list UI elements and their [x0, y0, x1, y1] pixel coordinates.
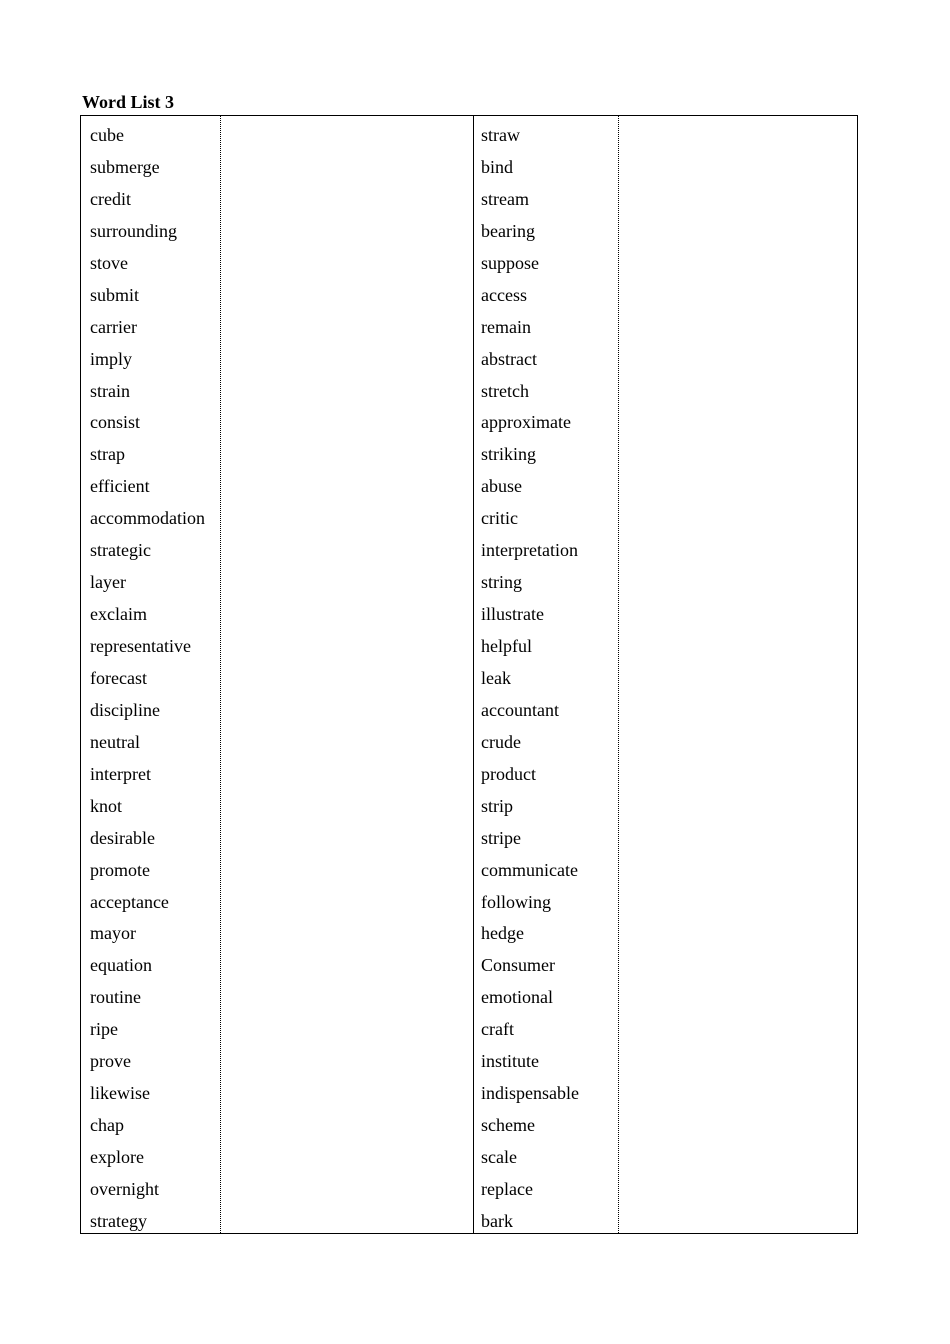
word-item: acceptance — [90, 891, 169, 912]
word-item: strap — [90, 444, 125, 465]
word-item: suppose — [481, 252, 539, 273]
word-item: equation — [90, 955, 152, 976]
word-item: scheme — [481, 1115, 535, 1136]
right-word-column — [481, 120, 579, 1238]
word-item: strategic — [90, 540, 151, 561]
word-item: craft — [481, 1019, 514, 1040]
word-item: string — [481, 572, 523, 593]
word-item: mayor — [90, 923, 136, 944]
word-item: consist — [90, 412, 141, 433]
word-item: communicate — [481, 859, 578, 880]
word-item: bind — [481, 156, 514, 177]
word-item: accommodation — [90, 508, 205, 529]
word-item: ripe — [90, 1019, 118, 1040]
word-item: emotional — [481, 987, 553, 1008]
word-item: strip — [481, 795, 514, 816]
word-item: neutral — [90, 731, 140, 752]
word-table — [80, 115, 858, 1234]
word-item: bark — [481, 1210, 513, 1231]
word-item: likewise — [90, 1083, 150, 1104]
word-item: interpretation — [481, 540, 578, 561]
dotted-divider-right — [618, 116, 619, 1233]
page-title: Word List 3 — [82, 92, 175, 112]
word-item: following — [481, 891, 551, 912]
word-item: stove — [90, 252, 128, 273]
word-item: credit — [90, 188, 131, 209]
word-item: imply — [90, 348, 133, 369]
word-item: routine — [90, 987, 141, 1008]
word-item: representative — [90, 636, 191, 656]
left-word-column — [90, 120, 205, 1238]
word-item: crude — [481, 731, 521, 752]
word-item: surrounding — [90, 220, 177, 241]
word-item: submit — [90, 284, 140, 305]
word-item: interpret — [90, 763, 151, 784]
word-item: abstract — [481, 348, 537, 369]
word-item: strain — [90, 380, 130, 401]
word-item: stripe — [481, 827, 521, 848]
word-item: accountant — [481, 699, 559, 720]
word-item: promote — [90, 859, 150, 880]
word-item: helpful — [481, 636, 532, 656]
word-item: approximate — [481, 412, 571, 433]
word-item: bearing — [481, 220, 535, 241]
word-item: strategy — [90, 1210, 147, 1231]
word-item: stream — [481, 188, 529, 209]
word-item: replace — [481, 1178, 533, 1199]
word-item: access — [481, 284, 527, 305]
word-item: straw — [481, 125, 520, 145]
word-item: hedge — [481, 923, 524, 944]
dotted-divider-left — [220, 116, 221, 1233]
word-item: desirable — [90, 827, 155, 848]
word-item: knot — [90, 795, 123, 816]
word-item: abuse — [481, 476, 522, 497]
word-item: remain — [481, 316, 531, 337]
word-item: forecast — [90, 667, 147, 688]
word-item: leak — [481, 667, 511, 688]
word-item: efficient — [90, 476, 150, 497]
word-item: critic — [481, 508, 518, 529]
word-item: exclaim — [90, 604, 147, 625]
word-item: Consumer — [481, 955, 555, 976]
word-item: carrier — [90, 316, 137, 337]
word-item: layer — [90, 572, 126, 593]
word-item: cube — [90, 125, 124, 145]
word-item: product — [481, 763, 536, 784]
word-item: overnight — [90, 1178, 159, 1199]
center-divider — [473, 116, 474, 1233]
word-item: striking — [481, 444, 537, 465]
word-item: institute — [481, 1051, 539, 1072]
word-item: chap — [90, 1115, 124, 1136]
word-item: scale — [481, 1147, 517, 1167]
word-item: submerge — [90, 156, 160, 177]
word-item: discipline — [90, 699, 160, 720]
word-item: stretch — [481, 380, 529, 401]
word-item: indispensable — [481, 1083, 579, 1104]
word-item: explore — [90, 1147, 144, 1167]
word-item: illustrate — [481, 604, 544, 625]
word-item: prove — [90, 1051, 131, 1072]
